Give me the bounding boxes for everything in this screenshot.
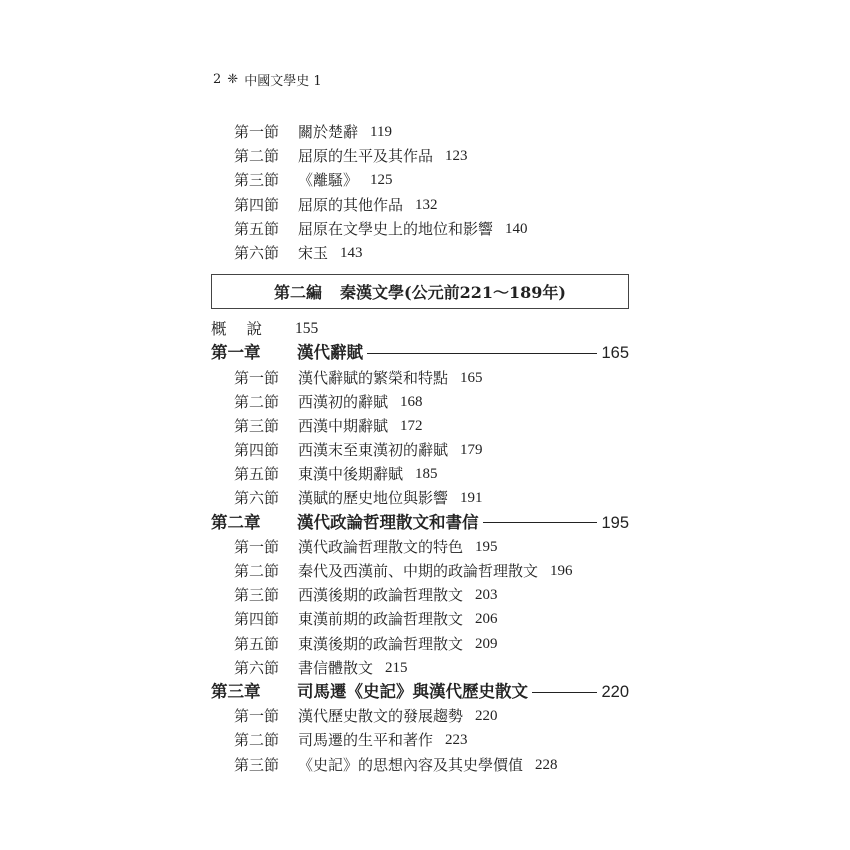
section-label: 第四節: [234, 610, 280, 629]
chapter-label: 第三章: [211, 681, 261, 701]
part-title: 秦漢文學(公元前221～189年): [340, 283, 566, 303]
section-label: 第三節: [234, 171, 280, 190]
section-title: 屈原的其他作品: [298, 195, 404, 214]
section-label: 第四節: [234, 441, 280, 460]
section-entry[interactable]: [211, 535, 629, 559]
leader-line: [483, 522, 598, 523]
section-entry[interactable]: [211, 120, 629, 144]
section-label: 第二節: [234, 562, 280, 580]
section-entry[interactable]: [211, 217, 629, 241]
section-label: 第一節: [234, 123, 280, 141]
section-page: 228: [535, 756, 558, 773]
section-title: 關於楚辭: [298, 123, 359, 141]
section-page: 172: [400, 417, 423, 434]
section-label: 第一節: [234, 537, 280, 556]
section-entry[interactable]: [211, 656, 629, 680]
section-label: 第二節: [234, 147, 280, 166]
section-page: 209: [475, 635, 498, 652]
section-page: 140: [505, 220, 528, 237]
overview-page: 155: [295, 320, 319, 338]
section-title: 《離騷》: [298, 171, 359, 190]
section-entry[interactable]: [211, 193, 629, 217]
section-title: 西漢後期的政論哲理散文: [298, 586, 464, 605]
section-page: 223: [445, 732, 468, 749]
book-title: 中國文學史 1: [244, 74, 322, 89]
section-label: 第二節: [234, 392, 280, 411]
section-entry[interactable]: [211, 559, 629, 583]
section-title: 秦代及西漢前、中期的政論哲理散文: [298, 562, 539, 580]
section-title: 宋玉: [298, 243, 329, 262]
section-title: 漢代歷史散文的發展趨勢: [298, 707, 464, 726]
section-entry[interactable]: [211, 753, 629, 777]
section-label: 第四節: [234, 195, 280, 214]
section-page: 132: [415, 196, 438, 213]
section-entry[interactable]: [211, 144, 629, 168]
section-page: 206: [475, 611, 498, 628]
chapter-page: 165: [601, 344, 629, 363]
running-header: [213, 70, 322, 89]
section-title: 西漢中期辭賦: [298, 416, 389, 435]
section-entry[interactable]: [211, 607, 629, 631]
section-entry[interactable]: [211, 632, 629, 656]
section-entry[interactable]: [211, 486, 629, 510]
section-title: 屈原在文學史上的地位和影響: [298, 219, 494, 238]
chapter-page: 220: [601, 682, 629, 701]
section-page: 123: [445, 148, 468, 165]
chapter-page: 195: [601, 513, 629, 532]
chapter-label: 第一章: [211, 343, 261, 363]
section-page: 143: [340, 244, 363, 261]
section-entry[interactable]: [211, 390, 629, 414]
section-label: 第五節: [234, 465, 280, 484]
section-page: 215: [385, 659, 408, 676]
section-title: 屈原的生平及其作品: [298, 147, 434, 166]
chapter-title: 漢代政論哲理散文和書信: [297, 512, 479, 532]
section-entry[interactable]: [211, 241, 629, 265]
section-label: 第五節: [234, 219, 280, 238]
section-page: 195: [475, 538, 498, 555]
section-label: 第一節: [234, 368, 280, 387]
section-page: 196: [550, 563, 573, 579]
chapter-entry[interactable]: [211, 680, 629, 704]
section-label: 第六節: [234, 243, 280, 262]
section-title: 東漢前期的政論哲理散文: [298, 610, 464, 629]
section-label: 第一節: [234, 707, 280, 726]
section-entry[interactable]: [211, 168, 629, 192]
section-title: 西漢初的辭賦: [298, 392, 389, 411]
section-entry[interactable]: [211, 583, 629, 607]
section-title: 西漢末至東漢初的辭賦: [298, 441, 449, 460]
section-label: 第六節: [234, 658, 280, 677]
chapter-title: 司馬遷《史記》與漢代歷史散文: [297, 681, 528, 701]
section-label: 第五節: [234, 634, 280, 653]
section-page: 179: [460, 442, 483, 459]
table-of-contents: [211, 120, 629, 777]
page-number: 2: [213, 72, 222, 87]
section-page: 119: [370, 124, 392, 140]
section-title: 漢代辭賦的繁榮和特點: [298, 368, 449, 387]
section-page: 203: [475, 587, 498, 604]
section-title: 漢賦的歷史地位與影響: [298, 489, 449, 508]
part-heading: [211, 274, 629, 309]
section-title: 司馬遷的生平和著作: [298, 731, 434, 750]
section-entry[interactable]: [211, 462, 629, 486]
part-label: 第二編: [274, 283, 323, 303]
section-label: 第三節: [234, 416, 280, 435]
section-entry[interactable]: [211, 366, 629, 390]
chapter-label: 第二章: [211, 512, 261, 532]
chapter-entry[interactable]: [211, 341, 629, 365]
overview-entry[interactable]: [211, 317, 629, 341]
section-page: 165: [460, 369, 483, 386]
section-page: 168: [400, 393, 423, 410]
section-entry[interactable]: [211, 438, 629, 462]
chapter-title: 漢代辭賦: [297, 343, 363, 363]
section-entry[interactable]: [211, 414, 629, 438]
section-page: 185: [415, 466, 438, 483]
section-label: 第三節: [234, 755, 280, 774]
section-label: 第二節: [234, 731, 280, 750]
section-label: 第六節: [234, 489, 280, 508]
section-entry[interactable]: [211, 704, 629, 728]
section-title: 東漢中後期辭賦: [298, 465, 404, 484]
section-page: 191: [460, 490, 483, 507]
section-title: 漢代政論哲理散文的特色: [298, 537, 464, 556]
section-page: 220: [475, 708, 498, 725]
section-entry[interactable]: [211, 728, 629, 752]
section-label: 第三節: [234, 586, 280, 605]
leader-line: [367, 353, 597, 354]
chapter-entry[interactable]: [211, 511, 629, 535]
ornament-icon: ❈: [227, 72, 239, 87]
section-title: 書信體散文: [298, 658, 374, 677]
section-title: 《史記》的思想內容及其史學價值: [298, 755, 524, 774]
leader-line: [532, 692, 597, 693]
section-page: 125: [370, 172, 393, 189]
overview-label: 概說: [211, 320, 283, 339]
section-title: 東漢後期的政論哲理散文: [298, 634, 464, 653]
